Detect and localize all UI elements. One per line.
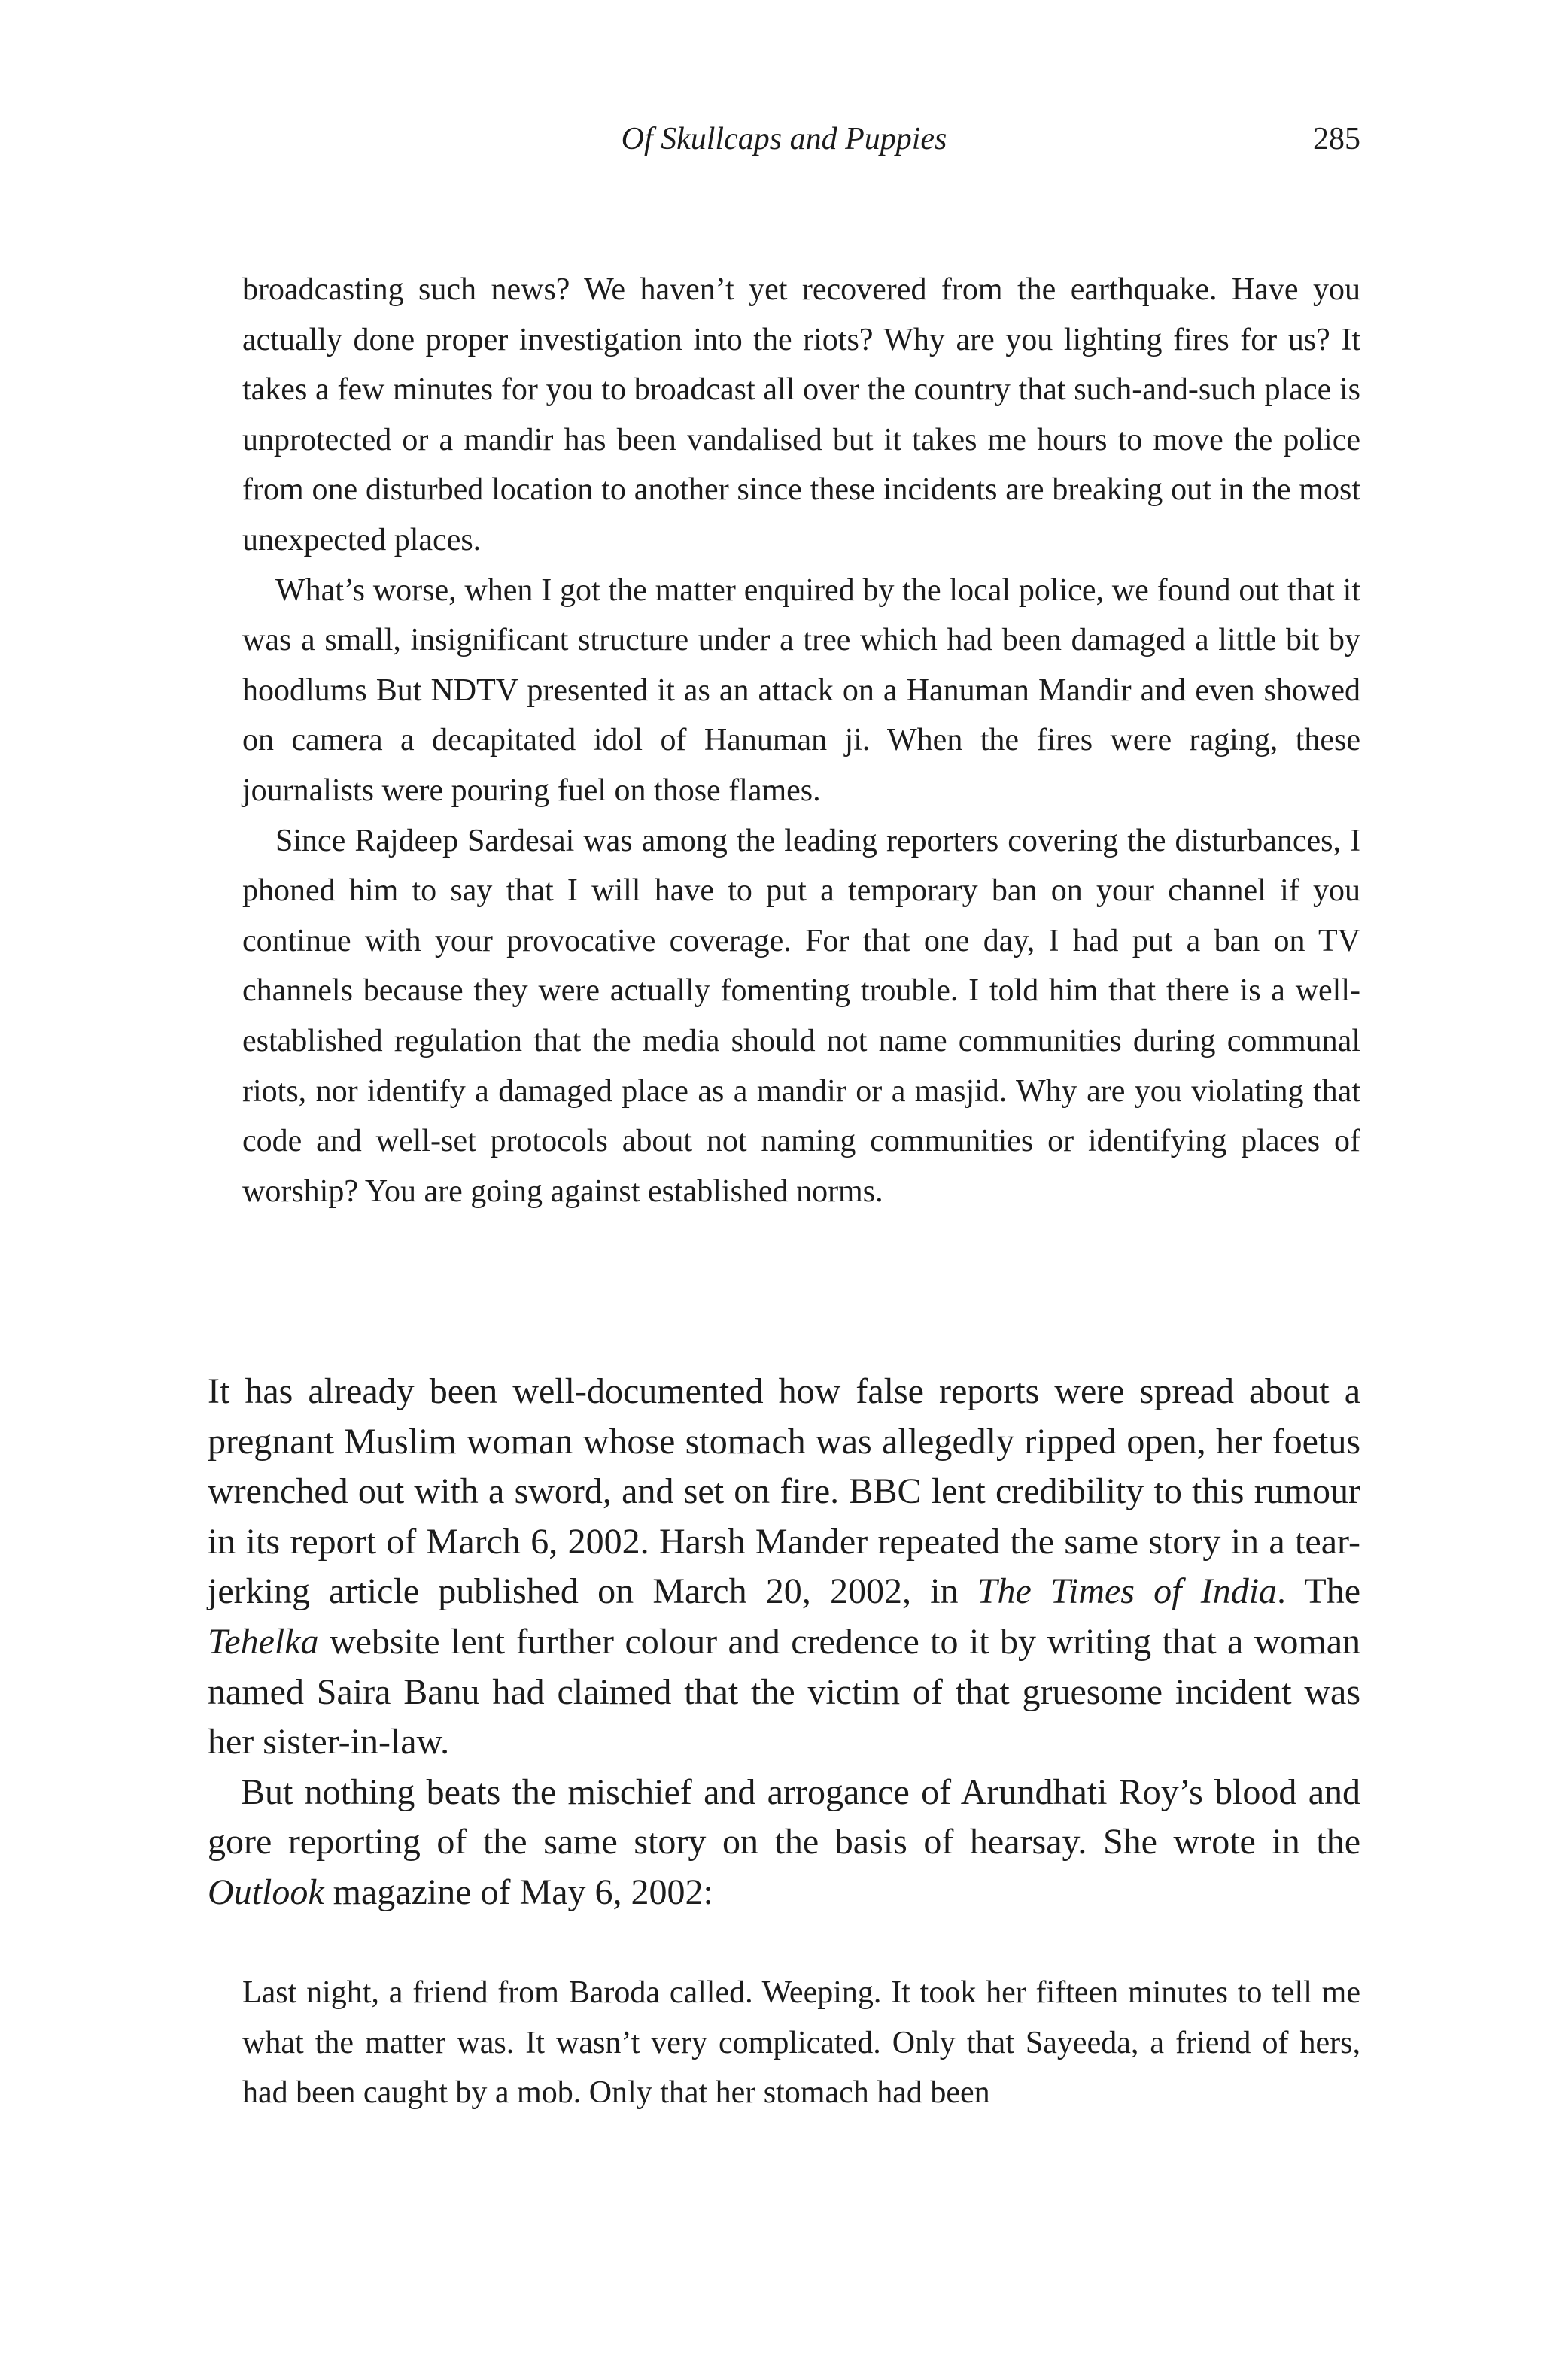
publication-title-outlook: Outlook — [208, 1872, 324, 1912]
publication-title-the-times-of-india: The Times of India — [977, 1571, 1278, 1612]
running-header — [208, 113, 1360, 165]
quote-paragraph-1: broadcasting such news? We haven’t yet recovered from the earthquake. Have you actually done proper investigation into the riots? Why are you lighting fires for us? It takes a few minutes for you to broadcast all over the country that such-and-such place is unprotected or a mandir has been vandalised but it takes me hours to move the police from one disturbed location to another since these incidents are breaking out in the most unexpected places. — [242, 272, 1360, 557]
body-paragraph-1 — [208, 1367, 1360, 1768]
quote-2-paragraph: Last night, a friend from Baroda called. Weeping. It took her fifteen minutes to tell me what the matter was. It wasn’t very complicated. Only that Sayeeda, a friend of hers, had been caught by a mob. Only that her stomach had been — [242, 1975, 1360, 2111]
body-paragraph-1-text-a: It has already been well-documented how false reports were spread about a pregnant Muslim woman whose stomach was allegedly ripped open, her foetus wrenched out with a sword, and set on fire. BBC lent credibility to this rumour in its report of March 6, 2002. Harsh Mander repeated the same story in a tear-jerking article published on March 20, 2002, in — [208, 1371, 1360, 1612]
quote-paragraph-2: What’s worse, when I got the matter enquired by the local police, we found out that it was a small, insignificant structure under a tree which had been damaged a little bit by hoodlums But NDTV presented it as an attack on a Hanuman Mandir and even showed on camera a decapitated idol of Hanuman ji. When the fires were raging, these journalists were pouring fuel on those flames. — [242, 572, 1360, 808]
body-paragraph-2 — [208, 1768, 1360, 1918]
running-title: Of Skullcaps and Puppies — [621, 122, 947, 156]
block-quote-1 — [242, 265, 1360, 1216]
body-paragraph-2-text-a: But nothing beats the mischief and arrogance of Arundhati Roy’s blood and gore reporting of the same story on the basis of hearsay. She wrote in the — [208, 1771, 1360, 1862]
block-quote-2 — [242, 1968, 1360, 2118]
body-paragraph-2-text-b: magazine of May 6, 2002: — [324, 1872, 713, 1912]
body-text — [208, 1367, 1360, 1918]
page-number: 285 — [1313, 122, 1360, 156]
body-paragraph-1-text-c: website lent further colour and credence to it by writing that a woman named Saira Banu had claimed that the victim of that gruesome incident was her sister-in-law. — [208, 1621, 1360, 1762]
body-paragraph-1-text-b: . The — [1277, 1571, 1361, 1612]
quote-paragraph-3: Since Rajdeep Sardesai was among the leading reporters covering the disturbances, I phoned him to say that I will have to put a temporary ban on your channel if you continue with your provocative coverage. For that one day, I had put a ban on TV channels because they were actually fomenting trouble. I told him that there is a well-established regulation that the media should not name communities during communal riots, nor identify a damaged place as a mandir or a masjid. Why are you violating that code and well-set protocols about not naming communities or identifying places of worship? You are going against established norms. — [242, 823, 1360, 1209]
publication-title-tehelka: Tehelka — [208, 1621, 319, 1662]
